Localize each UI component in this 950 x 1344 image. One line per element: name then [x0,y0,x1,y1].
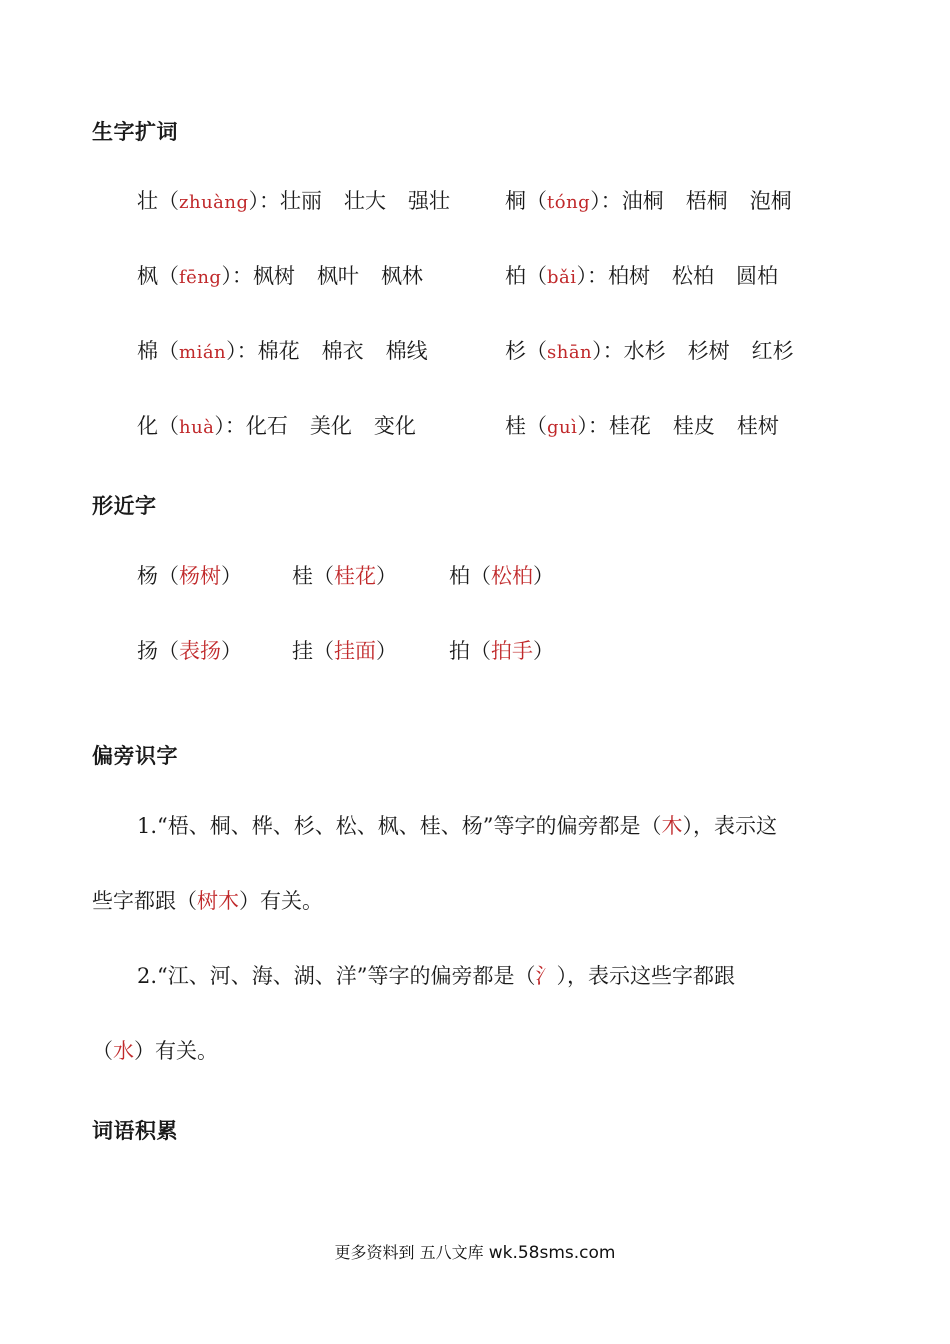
vocab-pinyin: fēng [179,267,222,288]
vocab-word: 棉衣 [321,339,364,363]
vocab-word: 杉树 [687,339,730,363]
vocab-pinyin: huà [179,417,215,438]
vocab-pinyin: zhuàng [179,192,249,213]
radical-question-2-line1 [137,966,735,987]
vocab-char: 壮 [137,189,158,213]
similar-char: 柏 [449,564,470,588]
vocab-entry: 柏（bǎi）：柏树 松柏 圆柏 [505,264,779,288]
vocab-entry: 枫（fēng）：枫树 枫叶 枫林 [137,264,423,288]
radical-question-2-line2 [92,1041,218,1062]
q2-answer-2: 水 [113,1039,134,1063]
vocab-pinyin: tóng [547,192,591,213]
vocab-word: 变化 [373,414,416,438]
vocab-word: 化石 [245,414,288,438]
vocab-word: 棉线 [385,339,428,363]
vocab-word: 桂树 [736,414,779,438]
footer-text: 更多资料到 五八文库 [334,1243,489,1262]
similar-char-entry: 拍（拍手） [449,639,554,663]
vocab-char: 桐 [505,189,526,213]
vocab-word: 水杉 [623,339,666,363]
similar-char-entry: 桂（桂花） [292,564,397,588]
q1-text-d: ）有关。 [239,889,323,913]
q1-text-a: 1.“梧、桐、桦、杉、松、枫、桂、杨”等字的偏旁都是（ [137,814,662,838]
similar-char-word: 拍手 [491,639,533,663]
similar-char-entry: 杨（杨树） [137,564,242,588]
section-heading-radicals: 偏旁识字 [92,744,178,768]
vocab-entry: 杉（shān）：水杉 杉树 红杉 [505,339,794,363]
vocab-char: 棉 [137,339,158,363]
vocab-word: 强壮 [408,189,451,213]
vocab-word: 圆柏 [736,264,779,288]
radical-question-1-line2 [92,891,323,912]
vocab-word: 枫林 [380,264,423,288]
vocab-char: 柏 [505,264,526,288]
vocab-pinyin: mián [179,342,227,363]
q2-text-a: 2.“江、河、海、湖、洋”等字的偏旁都是（ [137,964,536,988]
vocab-char: 桂 [505,414,526,438]
q1-answer-1: 木 [661,814,683,838]
q1-text-b: ），表示这 [682,814,778,838]
q2-answer-1: 氵 [535,964,557,988]
similar-char-entry: 柏（松柏） [449,564,554,588]
vocab-entry: 棉（mián）：棉花 棉衣 棉线 [137,339,428,363]
vocab-word: 壮大 [344,189,387,213]
vocab-char: 化 [137,414,158,438]
similar-char: 拍 [449,639,470,663]
vocab-word: 梧桐 [685,189,728,213]
similar-char-word: 挂面 [334,639,376,663]
q1-answer-2: 树木 [197,889,239,913]
similar-char-word: 松柏 [491,564,533,588]
vocab-pinyin: shān [547,342,593,363]
similar-char-entry: 挂（挂面） [292,639,397,663]
q2-text-b: ），表示这些字都跟 [556,964,736,988]
radical-question-1-line1 [137,816,777,837]
vocab-entry: 桂（guì）：桂花 桂皮 桂树 [505,414,779,438]
similar-char-entry: 扬（表扬） [137,639,242,663]
footer-link[interactable]: wk.58sms.com [488,1243,616,1263]
similar-char: 杨 [137,564,158,588]
section-heading-similar-chars: 形近字 [92,494,157,518]
similar-char-word: 桂花 [334,564,376,588]
vocab-char: 枫 [137,264,158,288]
vocab-word: 枫树 [252,264,295,288]
vocab-word: 枫叶 [316,264,359,288]
vocab-word: 桂皮 [672,414,715,438]
vocab-entry: 化（huà）：化石 美化 变化 [137,414,416,438]
footer [0,1240,950,1263]
vocab-word: 松柏 [672,264,715,288]
vocab-char: 杉 [505,339,526,363]
vocab-entry: 桐（tóng）：油桐 梧桐 泡桐 [505,189,792,213]
q2-text-d: ）有关。 [134,1039,218,1063]
vocab-pinyin: bǎi [547,267,577,288]
vocab-pinyin: guì [547,417,578,438]
q1-text-c: 些字都跟（ [92,889,197,913]
vocab-word: 美化 [309,414,352,438]
vocab-word: 壮丽 [280,189,323,213]
vocab-word: 红杉 [751,339,794,363]
section-heading-word-accumulation: 词语积累 [92,1119,178,1143]
vocab-word: 油桐 [621,189,664,213]
vocab-word: 桂花 [608,414,651,438]
similar-char: 桂 [292,564,313,588]
similar-char: 扬 [137,639,158,663]
vocab-word: 柏树 [608,264,651,288]
vocab-entry: 壮（zhuàng）：壮丽 壮大 强壮 [137,189,451,213]
q2-text-c: （ [92,1039,113,1063]
section-heading-new-words: 生字扩词 [92,120,178,144]
similar-char-word: 表扬 [179,639,221,663]
similar-char: 挂 [292,639,313,663]
similar-char-word: 杨树 [179,564,221,588]
vocab-word: 泡桐 [749,189,792,213]
vocab-word: 棉花 [257,339,300,363]
